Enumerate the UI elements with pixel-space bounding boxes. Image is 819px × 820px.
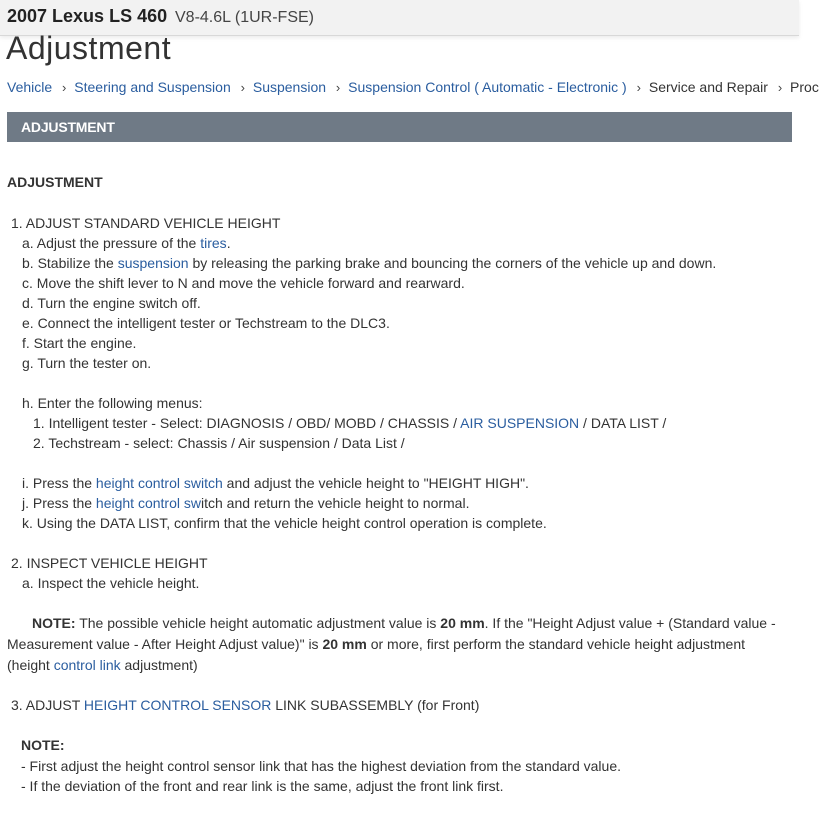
air-suspension-link[interactable]: AIR SUSPENSION [460, 415, 580, 431]
step2-note-line2: Measurement value - After Height Adjust value)" is 20 mm or more, first perform the standard vehicle height adjustment [7, 636, 745, 652]
tires-link[interactable]: tires [200, 235, 227, 251]
step2-note-line3: (height control link adjustment) [7, 657, 198, 673]
note-label: NOTE: [32, 615, 76, 631]
step1-d: d. Turn the engine switch off. [22, 295, 201, 311]
breadcrumb-suspension[interactable]: Suspension [252, 79, 327, 95]
chevron-right-icon: › [777, 80, 783, 95]
breadcrumb-suspension-control[interactable]: Suspension Control ( Automatic - Electronic ) [348, 79, 627, 95]
step1-f: f. Start the engine. [22, 335, 137, 351]
height-control-sensor-link[interactable]: HEIGHT CONTROL SENSOR [83, 697, 272, 713]
chevron-right-icon: › [240, 80, 245, 95]
breadcrumb-service-and-repair: Service and Repair [648, 79, 768, 95]
step2-note-line1: NOTE: The possible vehicle height automatic adjustment value is 20 mm. If the "Height Adjust value + (Standard value - [32, 615, 776, 631]
vehicle-name: 2007 Lexus LS 460 [7, 6, 168, 26]
breadcrumb-vehicle[interactable]: Vehicle [7, 79, 53, 95]
step1-h: h. Enter the following menus: [22, 395, 203, 411]
step3-note-1: - First adjust the height control sensor link that has the highest deviation from the standard value. [21, 758, 621, 774]
step1-a: a. Adjust the pressure of the tires. [22, 235, 231, 251]
step1-i: i. Press the height control switch and adjust the vehicle height to "HEIGHT HIGH". [22, 475, 529, 491]
step1-g: g. Turn the tester on. [22, 355, 152, 371]
step1-k: k. Using the DATA LIST, confirm that the vehicle height control operation is complete. [22, 515, 547, 531]
step1-c: c. Move the shift lever to N and move the vehicle forward and rearward. [22, 275, 465, 291]
height-control-switch-link[interactable]: height control switch [95, 475, 223, 491]
doc-heading: ADJUSTMENT [7, 174, 103, 190]
section-header: ADJUSTMENT [7, 112, 792, 142]
step1-title: 1. ADJUST STANDARD VEHICLE HEIGHT [11, 215, 281, 231]
step1-j: j. Press the height control switch and return the vehicle height to normal. [22, 495, 470, 511]
step2-title: 2. INSPECT VEHICLE HEIGHT [11, 555, 208, 571]
step1-h1: 1. Intelligent tester - Select: DIAGNOSIS / OBD/ MOBD / CHASSIS / AIR SUSPENSION / DATA LIST / [33, 415, 667, 431]
vehicle-engine: V8-4.6L (1UR-FSE) [175, 9, 314, 26]
step2-a: a. Inspect the vehicle height. [22, 575, 200, 591]
step3-note-2: - If the deviation of the front and rear link is the same, adjust the front link first. [21, 778, 504, 794]
height-control-switch-link-2[interactable]: height control sw [95, 495, 201, 511]
breadcrumb [7, 79, 819, 95]
breadcrumb-steering-and-suspension[interactable]: Steering and Suspension [74, 79, 231, 95]
step1-e: e. Connect the intelligent tester or Techstream to the DLC3. [22, 315, 390, 331]
step3-title: 3. ADJUST HEIGHT CONTROL SENSOR LINK SUBASSEMBLY (for Front) [11, 697, 480, 713]
step3-note-label: NOTE: [21, 737, 65, 753]
page-title: Adjustment [6, 30, 172, 66]
suspension-link[interactable]: suspension [117, 255, 189, 271]
breadcrumb-procedures: Proc [790, 79, 819, 95]
chevron-right-icon: › [636, 80, 641, 95]
chevron-right-icon: › [62, 80, 67, 95]
step1-h2: 2. Techstream - select: Chassis / Air suspension / Data List / [33, 435, 405, 451]
control-link-link[interactable]: control link [53, 657, 121, 673]
chevron-right-icon: › [335, 80, 341, 95]
step1-b: b. Stabilize the suspension by releasing the parking brake and bouncing the corners of the vehicle up and down. [22, 255, 717, 271]
